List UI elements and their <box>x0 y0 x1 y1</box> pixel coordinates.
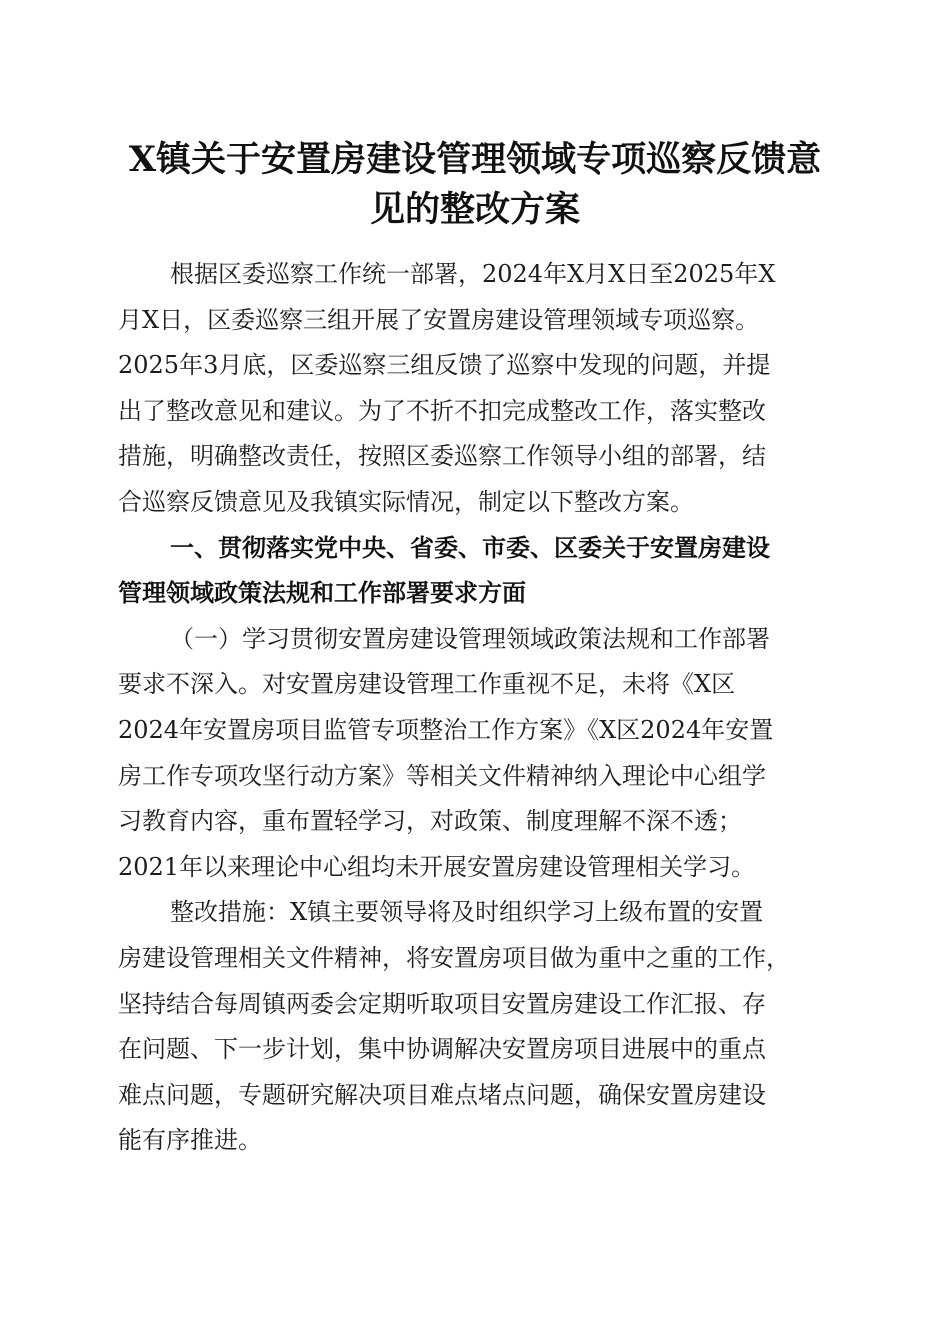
document-body <box>118 252 834 1164</box>
paragraph-line: 整改措施：X镇主要领导将及时组织学习上级布置的安置 <box>170 898 764 927</box>
paragraph-line: 措施，明确整改责任，按照区委巡察工作领导小组的部署，结 <box>118 442 766 471</box>
section-heading-1 <box>118 526 834 617</box>
title-line-2: 见的整改方案 <box>369 189 580 230</box>
paragraph-line: 出了整改意见和建议。为了不折不扣完成整改工作，落实整改 <box>118 396 766 425</box>
paragraph-line: 要求不深入。对安置房建设管理工作重视不足，未将《X区 <box>118 670 736 699</box>
paragraph-line: 房建设管理相关文件精神，将安置房项目做为重中之重的工作， <box>118 943 790 972</box>
paragraph-line: 习教育内容，重布置轻学习，对政策、制度理解不深不透； <box>118 807 742 836</box>
intro-paragraph <box>118 252 834 526</box>
title-line-1: X镇关于安置房建设管理领域专项巡察反馈意 <box>128 139 822 180</box>
paragraph-line: 2024年安置房项目监管专项整治工作方案》《X区2024年安置 <box>118 715 774 744</box>
heading-line: 管理领域政策法规和工作部署要求方面 <box>118 579 526 608</box>
paragraph-line: 难点问题，专题研究解决项目难点堵点问题，确保安置房建设 <box>118 1080 766 1109</box>
paragraph-line: 2021年以来理论中心组均未开展安置房建设管理相关学习。 <box>118 852 756 881</box>
paragraph-line: 根据区委巡察工作统一部署，2024年X月X日至2025年X <box>170 260 776 288</box>
paragraph-line: 2025年3月底，区委巡察三组反馈了巡察中发现的问题，并提 <box>118 351 771 380</box>
document-title <box>110 135 840 235</box>
paragraph-line: 坚持结合每周镇两委会定期听取项目安置房建设工作汇报、存 <box>118 989 766 1018</box>
paragraph-line: 合巡察反馈意见及我镇实际情况，制定以下整改方案。 <box>118 487 694 516</box>
paragraph-line: 在问题、下一步计划，集中协调解决安置房项目进展中的重点 <box>118 1035 766 1064</box>
paragraph-line: 月X日，区委巡察三组开展了安置房建设管理领域专项巡察。 <box>118 305 760 334</box>
heading-line: 一、贯彻落实党中央、省委、市委、区委关于安置房建设 <box>170 533 770 562</box>
subsection-paragraph <box>118 617 834 891</box>
paragraph-line: （一）学习贯彻安置房建设管理领域政策法规和工作部署 <box>170 624 770 653</box>
measures-paragraph <box>118 890 834 1164</box>
paragraph-line: 能有序推进。 <box>118 1126 262 1155</box>
paragraph-line: 房工作专项攻坚行动方案》等相关文件精神纳入理论中心组学 <box>118 761 766 790</box>
